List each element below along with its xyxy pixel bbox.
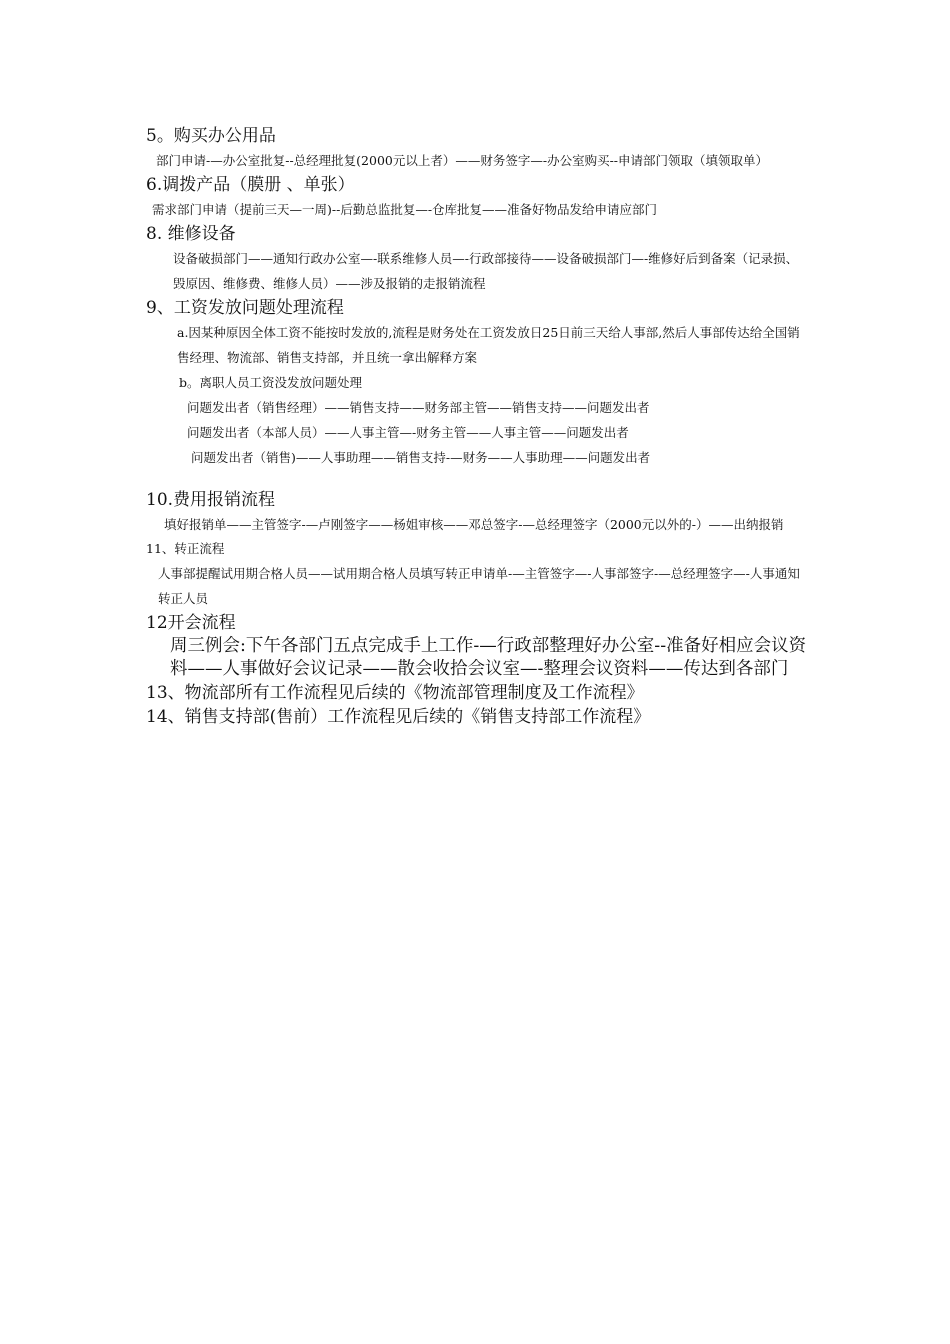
- section-12-title: 12开会流程: [146, 613, 236, 633]
- section-12-body: 周三例会:下午各部门五点完成手上工作-—行政部整理好办公室--准备好相应会议资料——人事做好会议记录——散会收拾会议室—-整理会议资料——传达到各部门: [170, 636, 807, 679]
- section-10-title: 10.费用报销流程: [146, 490, 276, 510]
- section-5-title: 5。购买办公用品: [146, 126, 276, 146]
- section-11-title: 11、转正流程: [146, 541, 225, 556]
- section-14-title: 14、销售支持部(售前）工作流程见后续的《销售支持部工作流程》: [146, 707, 651, 727]
- section-5-body: 部门申请-—办公室批复--总经理批复(2000元以上者）——财务签字—-办公室购买--申请部门领取（填领取单）: [156, 153, 769, 168]
- section-9-title: 9、工资发放问题处理流程: [146, 298, 344, 318]
- section-9-flow-3: 问题发出者（销售)——人事助理——销售支持-—财务——人事助理——问题发出者: [191, 450, 651, 465]
- section-9-item-b: b。离职人员工资没发放问题处理: [179, 375, 363, 390]
- section-8-title: 8. 维修设备: [146, 224, 236, 244]
- section-11-body: 人事部提醒试用期合格人员——试用期合格人员填写转正申请单-—主管签字—-人事部签字-—总经理签字—-人事通知转正人员: [158, 566, 800, 606]
- section-6-body: 需求部门申请（提前三天—一周)--后勤总监批复—-仓库批复——准备好物品发给申请应部门: [152, 202, 658, 217]
- section-9-item-a: a.因某种原因全体工资不能按时发放的,流程是财务处在工资发放日25日前三天给人事部,然后人事部传达给全国销售经理、物流部、销售支持部，并且统一拿出解释方案: [177, 325, 800, 365]
- spacer: [146, 470, 810, 488]
- section-6-title: 6.调拨产品（膜册 、单张）: [146, 175, 355, 195]
- document-page: [146, 124, 810, 729]
- section-13-title: 13、物流部所有工作流程见后续的《物流部管理制度及工作流程》: [146, 683, 644, 703]
- section-10-body: 填好报销单——主管签字-—卢刚签字——杨姐审核——邓总签字-—总经理签字（2000元以外的-）——出纳报销: [164, 517, 784, 532]
- section-9-flow-2: 问题发出者（本部人员）——人事主管—-财务主管——人事主管——问题发出者: [187, 425, 629, 440]
- section-8-body: 设备破损部门——通知行政办公室—-联系维修人员—-行政部接待——设备破损部门—-维修好后到备案（记录损、毁原因、维修费、维修人员）——涉及报销的走报销流程: [173, 251, 799, 291]
- section-9-flow-1: 问题发出者（销售经理）——销售支持——财务部主管——销售支持——问题发出者: [187, 400, 650, 415]
